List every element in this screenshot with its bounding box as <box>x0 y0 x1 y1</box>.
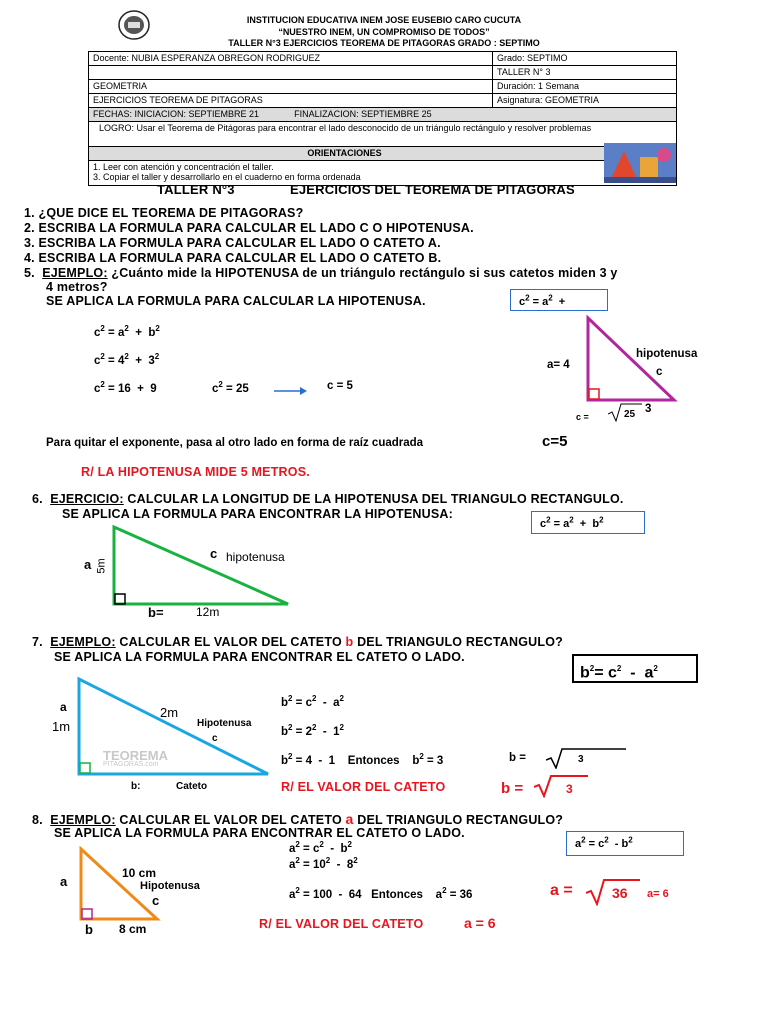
q7-tri-1m: 1m <box>52 719 71 734</box>
orientation-1: 1. Leer con atención y concentración el taller. <box>93 162 274 172</box>
q6-tri-12m: 12m <box>196 605 220 619</box>
q5-step-1: $c^2 = a^2 + b^2$ <box>94 324 160 339</box>
sqrt-icon <box>534 774 590 798</box>
dates-cell <box>89 108 677 122</box>
q8-tri-10: 10 cm <box>122 866 157 880</box>
q7-ans-b: b = <box>501 780 524 797</box>
q7-watermark: TEOREMA <box>103 748 168 763</box>
q8-answer: R/ EL VALOR DEL CATETO <box>259 917 424 931</box>
q5-formula-box: $c^2 = a^2$ + <box>510 289 608 311</box>
q6-triangle <box>110 524 292 608</box>
q7-answer: R/ EL VALOR DEL CATETO <box>281 780 446 794</box>
q8-tri-hip: Hipotenusa <box>140 880 200 892</box>
q8-tri-b: b <box>85 922 93 937</box>
question-5 <box>24 266 744 280</box>
q7-root-b: b = <box>509 752 526 764</box>
q5-step-3b: $c^2 = 25$ <box>212 380 249 395</box>
q5-tri-root-label: c = <box>576 412 589 422</box>
q6-apply: SE APLICA LA FORMULA PARA ENCONTRAR LA HIPOTENUSA: <box>62 507 454 521</box>
question-2: 2. ESCRIBA LA FORMULA PARA CALCULAR EL LADO C O HIPOTENUSA. <box>24 221 474 235</box>
workshop-cell: TALLER N° 3 <box>493 66 677 80</box>
q5-text: ¿Cuánto mide la HIPOTENUSA de un triángulo rectángulo si sus catetos miden 3 y <box>107 266 618 280</box>
workshop-line: TALLER N°3 EJERCICIOS TEOREMA DE PITAGORAS GRADO : SEPTIMO <box>228 38 540 48</box>
q8-ans-val: 36 <box>612 885 628 901</box>
q8-ans-a: a = <box>550 882 573 899</box>
q7-tri-cateto: Cateto <box>176 781 208 792</box>
q8-formula-box: $a^2 = c^2 - b^2$ <box>566 831 684 856</box>
q6-tri-hip: hipotenusa <box>226 550 285 564</box>
q8-tri-c: c <box>152 893 160 908</box>
q6-label: EJERCICIO: <box>50 492 124 506</box>
q7-tri-b: b: <box>131 781 141 792</box>
q7-number: 7. <box>32 635 43 649</box>
q8-step-3: $a^2 = 100 - 64$ Entonces $a^2 = 36$ <box>289 886 473 901</box>
q5-note-c: c=5 <box>542 433 568 450</box>
q5-apply: SE APLICA LA FORMULA PARA CALCULAR LA HIPOTENUSA. <box>46 294 426 308</box>
q5-note: Para quitar el exponente, pasa al otro lado en forma de raíz cuadrada <box>46 437 424 449</box>
q7-text2: DEL TRIANGULO RECTANGULO? <box>353 635 563 649</box>
q5-tri-3: 3 <box>645 403 652 415</box>
q7-tri-c: c <box>212 733 218 744</box>
info-table <box>88 51 677 186</box>
arrow-right-icon <box>274 386 308 396</box>
teacher-cell: Docente: NUBIA ESPERANZA OBREGON RODRIGUEZ <box>89 52 493 66</box>
q5-number: 5. <box>24 266 35 280</box>
q8-apply: SE APLICA LA FORMULA PARA ENCONTRAR EL CATETO O LADO. <box>54 826 465 840</box>
q6-tri-a: a <box>84 557 92 572</box>
q6-number: 6. <box>32 492 43 506</box>
question-8 <box>32 811 752 827</box>
q8-answer-val: a = 6 <box>464 915 496 931</box>
grade-cell: Grado: SEPTIMO <box>493 52 677 66</box>
q7-step-2: $b^2 = 2^2 - 1^2$ <box>281 723 344 738</box>
q8-text2: DEL TRIANGULO RECTANGULO? <box>353 813 564 827</box>
q7-tri-a: a <box>60 700 67 714</box>
question-4: 4. ESCRIBA LA FORMULA PARA CALCULAR EL LADO O CATETO B. <box>24 251 442 265</box>
q5-step-2: $c^2 = 4^2 + 3^2$ <box>94 352 160 367</box>
q8-step-2: $a^2 = 10^2 - 8^2$ <box>289 856 358 871</box>
q5-step-3a: $c^2 = 16 + 9$ <box>94 380 157 395</box>
q7-step-3: $b^2 = 4 - 1$ Entonces $b^2 = 3$ <box>281 752 444 767</box>
q5-text-cont: 4 metros? <box>46 280 108 294</box>
q8-tri-a: a <box>60 874 68 889</box>
q5-label: EJEMPLO: <box>42 266 108 280</box>
q6-formula-box: $c^2 = a^2 + b^2$ <box>531 511 645 534</box>
start-date: FECHAS: INICIACION: SEPTIEMBRE 21 <box>93 109 260 119</box>
q7-var: b <box>345 635 354 649</box>
orientation-3: 3. Copiar el taller y desarrollarlo en el cuaderno en forma ordenada <box>93 172 361 182</box>
q7-text1: CALCULAR EL VALOR DEL CATETO <box>115 635 346 649</box>
subject-cell: Asignatura: GEOMETRIA <box>493 94 677 108</box>
q6-tri-5m: 5m <box>95 558 108 574</box>
school-motto: “NUESTRO INEM, UN COMPROMISO DE TODOS” <box>278 27 490 37</box>
q7-root-val: 3 <box>578 754 584 765</box>
q5-tri-a: a= 4 <box>547 359 570 371</box>
q8-step-1: $a^2 = c^2 - b^2$ <box>289 840 352 855</box>
q8-number: 8. <box>32 813 43 827</box>
q7-formula-box: $b^2= c^2 - a^2$ <box>572 654 698 683</box>
orientations-heading: ORIENTACIONES <box>89 147 677 161</box>
end-date: FINALIZACION: SEPTIEMBRE 25 <box>294 109 432 119</box>
q7-watermark-2: PITAGORAS.com <box>103 761 159 768</box>
school-name: INSTITUCION EDUCATIVA INEM JOSE EUSEBIO CARO CUCUTA <box>246 15 522 25</box>
workshop-title: TALLER N°3 <box>157 182 235 197</box>
goal-cell: LOGRO: Usar el Teorema de Pitágoras para encontrar el lado desconocido de un triángulo rectángulo y resolver problemas <box>89 122 677 147</box>
q5-answer: R/ LA HIPOTENUSA MIDE 5 METROS. <box>81 465 310 479</box>
question-7 <box>32 635 752 649</box>
question-3: 3. ESCRIBA LA FORMULA PARA CALCULAR EL LADO O CATETO A. <box>24 236 441 250</box>
q7-step-1: $b^2 = c^2 - a^2$ <box>281 694 344 709</box>
q6-text: CALCULAR LA LONGITUD DE LA HIPOTENUSA DEL TRIANGULO RECTANGULO. <box>123 492 624 506</box>
q8-text1: CALCULAR EL VALOR DEL CATETO <box>115 813 346 827</box>
q5-tri-root-val: 25 <box>624 409 636 420</box>
q6-tri-b: b= <box>148 605 164 620</box>
q5-tri-c: c <box>656 366 663 378</box>
q7-tri-2m: 2m <box>160 705 179 720</box>
workshop-subtitle: EJERCICIOS DEL TEOREMA DE PITAGORAS <box>290 182 575 197</box>
topic-cell: EJERCICIOS TEOREMA DE PITAGORAS <box>89 94 493 108</box>
q7-apply: SE APLICA LA FORMULA PARA ENCONTRAR EL CATETO O LADO. <box>54 650 465 664</box>
geometry-shapes-image <box>604 143 676 183</box>
q5-tri-hip: hipotenusa <box>636 348 698 360</box>
question-6 <box>32 492 752 506</box>
q8-tri-8: 8 cm <box>119 922 147 936</box>
q7-label: EJEMPLO: <box>50 635 116 649</box>
q7-ans-val: 3 <box>566 782 573 796</box>
area-cell: GEOMETRIA <box>89 80 493 94</box>
sqrt-icon <box>546 747 628 769</box>
q8-ans-a6: a= 6 <box>647 888 669 900</box>
q8-label: EJEMPLO: <box>50 813 116 827</box>
question-1: 1. ¿QUE DICE EL TEOREMA DE PITAGORAS? <box>24 206 304 220</box>
blank-cell <box>89 66 493 80</box>
q7-tri-hip: Hipotenusa <box>197 718 252 729</box>
q5-step-3c: c = 5 <box>327 380 353 392</box>
duration-cell: Duración: 1 Semana <box>493 80 677 94</box>
q6-tri-c: c <box>210 546 218 561</box>
q8-var: a <box>345 811 354 827</box>
